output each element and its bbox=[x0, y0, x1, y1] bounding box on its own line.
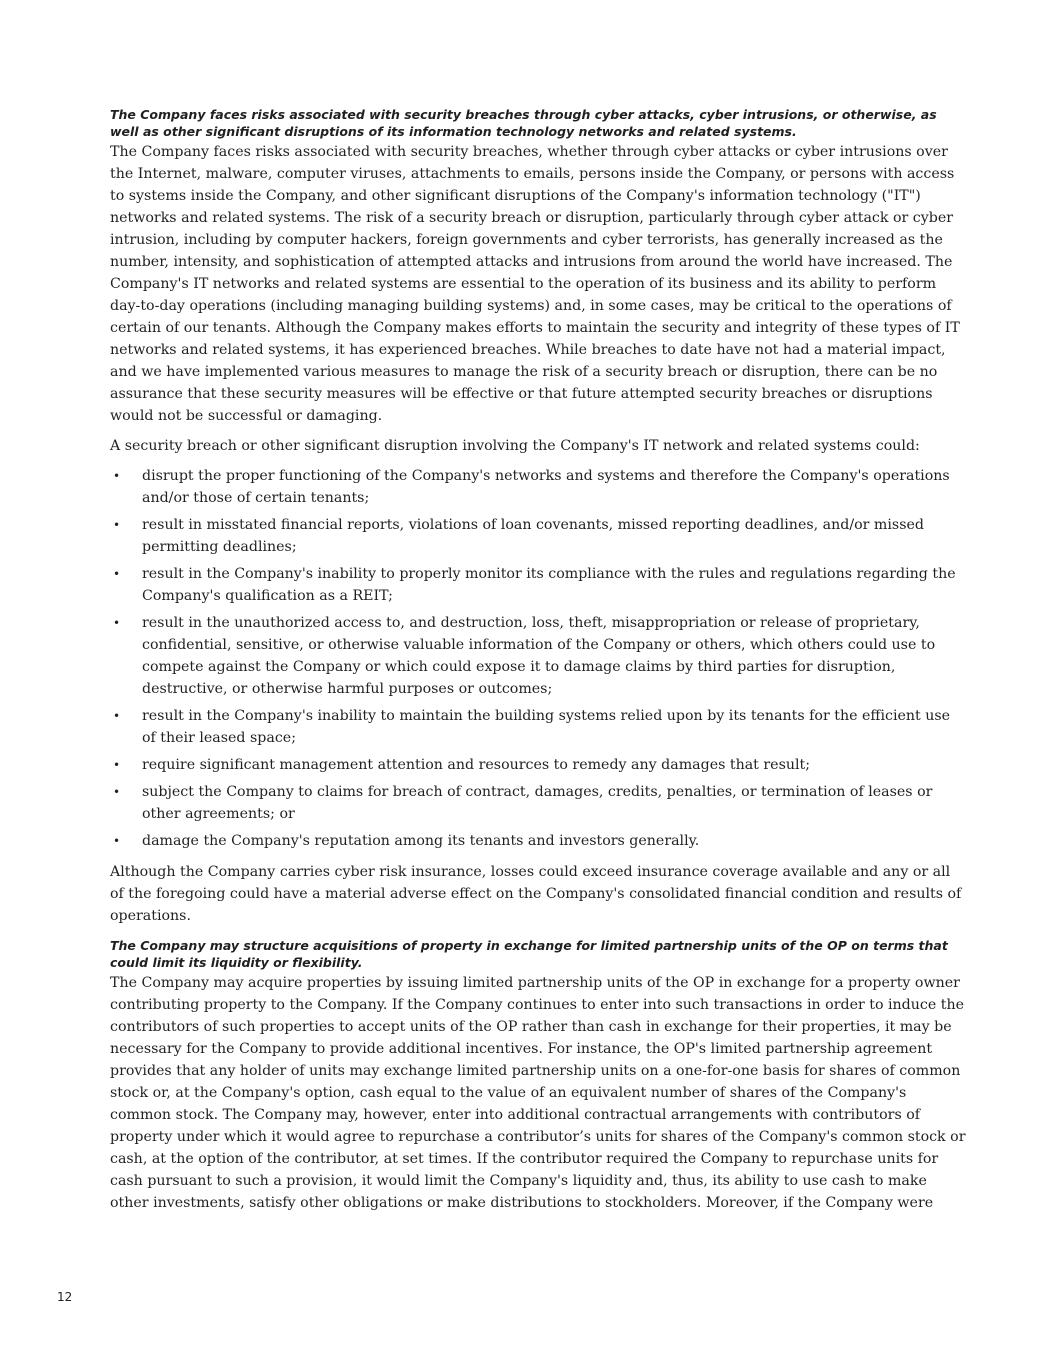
list-item: • require significant management attention and resources to remedy any damages that result; bbox=[110, 754, 968, 776]
section-heading-cyber-risk: The Company faces risks associated with security breaches through cyber attacks, cyber intrusions, or otherwise, as well as other significant disruptions of its information technology networks and related systems. bbox=[110, 107, 937, 139]
list-item: • result in the unauthorized access to, and destruction, loss, theft, misappropriation or release of proprietary, confidential, sensitive, or otherwise valuable information of the Company or others, which others could use to compete against the Company or which could expose it to damage claims by third parties for disruption, destructive, or otherwise harmful purposes or outcomes; bbox=[110, 612, 968, 700]
section-heading-op-units: The Company may structure acquisitions of property in exchange for limited partnership units of the OP on terms that could limit its liquidity or flexibility. bbox=[110, 938, 948, 970]
paragraph-cyber-risk-intro: The Company faces risks associated with security breaches, whether through cyber attacks or cyber intrusions over the Internet, malware, computer viruses, attachments to emails, persons inside the Company, or persons with access to systems inside the Company, and other significant disruptions of the Company's information technology ("IT") networks and related systems. The risk of a security breach or disruption, particularly through cyber attack or cyber intrusion, including by computer hackers, foreign governments and cyber terrorists, has generally increased as the number, intensity, and sophistication of attempted attacks and intrusions from around the world have increased. The Company's IT networks and related systems are essential to the operation of its business and its ability to perform day-to-day operations (including managing building systems) and, in some cases, may be critical to the operations of certain of our tenants. Although the Company makes efforts to maintain the security and integrity of these types of IT networks and related systems, it has experienced breaches. While breaches to date have not had a material impact, and we have implemented various measures to manage the risk of a security breach or disruption, there can be no assurance that these security measures will be effective or that future attempted security breaches or disruptions would not be successful or damaging. bbox=[110, 144, 960, 424]
bullet-list-breach-consequences bbox=[110, 465, 968, 852]
list-item: • damage the Company's reputation among its tenants and investors generally. bbox=[110, 830, 968, 852]
bullet-icon: • bbox=[113, 758, 121, 772]
list-item: • result in the Company's inability to maintain the building systems relied upon by its tenants for the efficient use of their leased space; bbox=[110, 705, 968, 749]
bullet-icon: • bbox=[113, 785, 121, 799]
bullet-icon: • bbox=[113, 616, 121, 630]
list-item: • result in misstated financial reports, violations of loan covenants, missed reporting deadlines, and/or missed permitting deadlines; bbox=[110, 514, 968, 558]
bullet-icon: • bbox=[113, 469, 121, 483]
paragraph-cyber-insurance: Although the Company carries cyber risk insurance, losses could exceed insurance coverage available and any or all of the foregoing could have a material adverse effect on the Company's consolidated financial condition and results of operations. bbox=[110, 864, 962, 924]
bullet-icon: • bbox=[113, 518, 121, 532]
list-item: • disrupt the proper functioning of the Company's networks and systems and therefore the Company's operations and/or those of certain tenants; bbox=[110, 465, 968, 509]
list-item: • result in the Company's inability to properly monitor its compliance with the rules and regulations regarding the Company's qualification as a REIT; bbox=[110, 563, 968, 607]
page-number: 12 bbox=[57, 1290, 73, 1304]
bullet-icon: • bbox=[113, 567, 121, 581]
bullet-icon: • bbox=[113, 709, 121, 723]
paragraph-op-units: The Company may acquire properties by issuing limited partnership units of the OP in exchange for a property owner contributing property to the Company. If the Company continues to enter into such transactions in order to induce the contributors of such properties to accept units of the OP rather than cash in exchange for their properties, it may be necessary for the Company to provide additional incentives. For instance, the OP's limited partnership agreement provides that any holder of units may exchange limited partnership units on a one-for-one basis for shares of common stock or, at the Company's option, cash equal to the value of an equivalent number of shares of the Company's common stock. The Company may, however, enter into additional contractual arrangements with contributors of property under which it would agree to repurchase a contributor’s units for shares of the Company's common stock or cash, at the option of the contributor, at set times. If the contributor required the Company to repurchase units for cash pursuant to such a provision, it would limit the Company's liquidity and, thus, its ability to use cash to make other investments, satisfy other obligations or make distributions to stockholders. Moreover, if the Company were bbox=[110, 975, 966, 1211]
paragraph-breach-consequences-lead: A security breach or other significant disruption involving the Company's IT network and related systems could: bbox=[110, 438, 920, 454]
list-item: • subject the Company to claims for breach of contract, damages, credits, penalties, or termination of leases or other agreements; or bbox=[110, 781, 968, 825]
bullet-icon: • bbox=[113, 834, 121, 848]
document-page bbox=[110, 106, 968, 1222]
